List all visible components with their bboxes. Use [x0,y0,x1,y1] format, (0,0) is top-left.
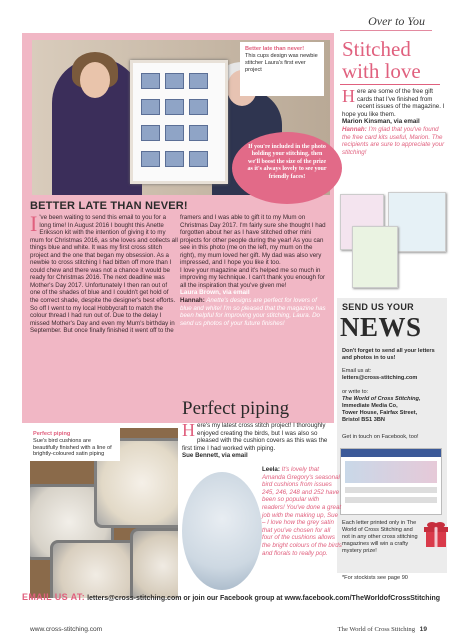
email-bar-label: EMAIL US AT: [22,592,86,602]
news-write-label: or write to: [342,389,369,395]
caption-title: Better late than never! [245,46,305,52]
feature-column-1 [30,211,178,335]
piping-body [182,422,332,460]
cushion [130,528,178,598]
news-address-2: Immediate Media Co, [342,403,398,409]
stitched-hannah-label: Hannah: [342,125,367,133]
footer-url[interactable]: www.cross-stitching.com [30,626,103,633]
gift-cards-photo [338,190,448,290]
news-address-3: Tower House, Fairfax Street, [342,410,418,416]
piping-signature: Sue Bennett, via email [182,452,248,460]
piping-text: ere's my latest cross stitch project! I thoroughly enjoyed creating the birds, but I was also so pleased with the cushion covers as this was the first time I had worked with piping. [182,422,328,452]
news-email[interactable]: letters@cross-stitching.com [342,375,418,381]
news-facebook: Get in touch on Facebook, too! [342,434,419,440]
feature-title: BETTER LATE THAN NEVER! [30,200,188,212]
feature-text-3: I love your magazine and it's helped me so much in improving my technique. I can't thank you enough for all the inspiration that you've given me! [180,266,325,289]
piping-title: Perfect piping [182,398,290,419]
stitched-body [342,88,446,156]
stitched-hannah-reply: I'm glad that you've found the free card kits useful, Marion. The recipients are sure to appreciate your stitching! [342,125,445,156]
footer-magazine: The World of Cross Stitching [337,626,415,633]
stitched-signature: Marion Kinsman, via email [342,118,420,126]
leela-reply: It's lovely that Amanda Gregory's seasonal bird cushions from issues 245, 246, 248 and 252 have been so popular with readers! You've done a great job with the making up, Sue – I love how the grey satin that you've chosen for all four of the cushions allows the bright colours of the birds and florals to really pop. [262,466,342,557]
framed-stitching [130,60,228,184]
news-send-label: SEND US YOUR [342,302,414,312]
peacock-cushion [182,472,262,590]
page-number: 19 [419,626,427,633]
stitched-text: ere are some of the free gift cards that I've finished from recent issues of the magazine. I hope you like them. [342,88,445,118]
piping-caption-title: Perfect piping [33,431,71,437]
photo-caption [240,42,324,96]
feature-text-1: 've been waiting to send this email to you for a long time! In August 2016 I bought this Anette Eriksson kit with the intention of giving it to my mum for Christmas 2016, as she loves and collects all things blue and white. It was my first cross stitch project and the one that began my obsession. As a newbie to cross stitching I had bitten off more than I could chew and there was not a chance it would be ready for Christmas 2016. The next deadline was Mother's Day 2017. Unfortunately I then ran out of one of the shades of blue and I couldn't get hold of the correct shade, despite the designer's best efforts. So off I went to my local Hobbycraft to match the colour thread I had run out of. Due to the delay I missed Mother's Day and even my Mum's birthday in September. But once finally finished it went off to the [30,214,178,335]
news-title: NEWS [340,312,422,342]
news-prize: Each letter printed only in The World of Cross Stitching and not in any other cross stitching magazines will win a crafty mystery prize! [342,520,418,554]
dropcap: I [30,211,38,236]
news-address-1: The World of Cross Stitching, [342,396,421,402]
feature-signature: Laura Brown, via email [180,289,250,297]
piping-dropcap: H [182,420,195,440]
news-address-4: Bristol BS1 3BN [342,417,385,423]
news-email-label: Email us at: [342,368,372,374]
photo-tip-circle: If you're included in the photo holding your stitching, then we'll boost the size of the prize as it's always lovely to see your friendly faces! [232,132,342,204]
stitched-title: Stitched with love [342,37,421,83]
email-bar-text[interactable]: letters@cross-stitching.com or join our Facebook group at www.facebook.com/TheWorldofCrossStitching [87,595,441,602]
hannah-label: Hannah: [180,297,205,305]
hannah-reply: Anette's designs are perfect for lovers of blue and white! I'm so pleased that the magazine has been helpful for improving your stitching, Laura. Do send us photos of your future finishes! [180,297,326,327]
gift-icon [424,520,448,548]
email-bar [22,592,452,602]
stitched-dropcap: H [342,86,355,106]
cushion [50,540,142,598]
piping-caption-text: Sue's bird cushions are beautifully finished with a line of brightly-coloured satin piping [33,437,112,458]
section-title: Over to You [368,14,425,28]
header-rule [340,30,432,31]
stitched-rule [340,84,440,85]
leela-reply-block [262,466,342,557]
piping-caption [30,428,120,461]
leela-label: Leela: [262,466,280,473]
feature-column-2 [180,214,328,327]
caption-text: This cups design was newbie stitcher Laura's first ever project [245,53,318,73]
feature-text-2: framers and I was able to gift it to my Mum on Christmas Day 2017. I'm fairly sure she thought I had forgotten about her as I have stitched other mini projects for other people during the year! As you can see in this photo (me on the left, my mum on the right), my mum loved her gift. My dad was also very impressed, and I hope you like it too. [180,214,326,267]
stockists-note: *For stockists see page 90 [342,575,408,581]
card-image [352,226,398,288]
facebook-screenshot [340,448,442,515]
news-intro: Don't forget to send all your letters and photos in to us! [342,348,435,361]
